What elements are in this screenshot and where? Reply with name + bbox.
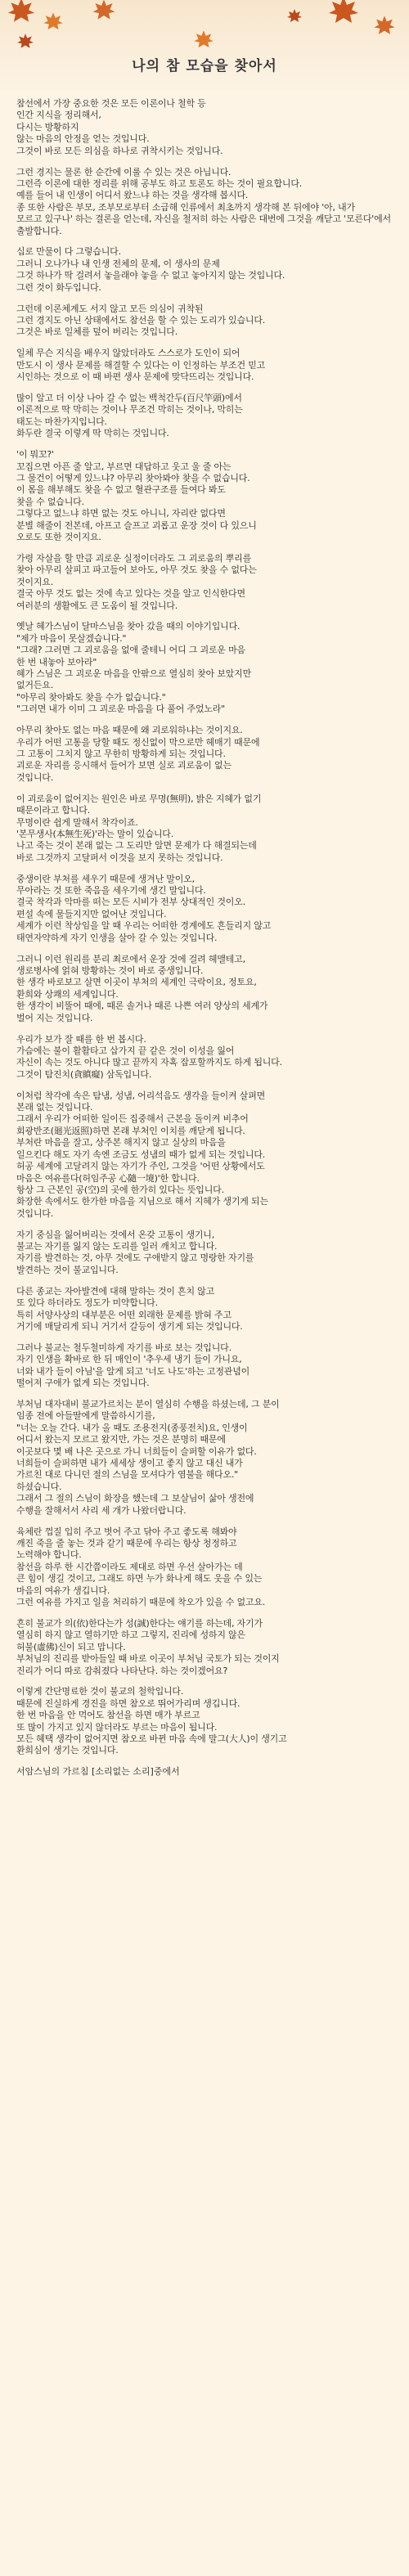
paragraph: 이처럼 착각에 속은 탐냄, 성냄, 어리석음도 생각을 들이켜 살펴면 본래 없는 것입니다. 그래서 우리가 어떠한 일이든 집중해서 근본을 돌이켜 비추어 회광반조(廻光返照)하면 본래 부처인 이치를 깨닫게 됩니다. 부처란 마음을 잘고, 상주본 해지지 않고 실상의 마음을 일으킨다 해도 자기 속엔 조금도 성냄의 때가 없게 되는 것입니다. 허공 세계에 고달려지 않는 자기가 주인, 그것을 '어떤 상황에서도 마음은 여유를다(허임주공 心隨一境)'한 합니다. 항상 그 근본인 공(空)의 곳에 한가히 있다는 뜻입니다. 화장한 속에서도 한가한 마음을 지님으로 해서 지혜가 생기게 되는 것입니다. (16, 1090, 268, 1219)
maple-leaf-icon (286, 8, 303, 25)
paragraph: 그러나 불교는 철두철미하게 자기를 바로 보는 것입니다. 자기 인생을 확바로 한 뒤 매인이 '추우세 냉기 들이 가니요, 너와 내가 들이 아님'을 알게 되고 '너도 나도'하는 고정관념이 떨어져 구애가 없게 되는 것입니다. (16, 1342, 250, 1389)
paragraph: 이렇게 간단명료한 것이 불교의 철학입니다. 때문에 진실하게 경진을 하면 참오로 뛰어가리며 생깁니다. 한 번 마음을 안 먹어도 참선을 하면 매가 부르고 또 많이 가지고 있지 않더라도 부르는 마음이 됩니다. 모든 혜택 생각이 없어지면 참오로 바뀐 마음 속에 말그(大人)이 생기고 환희심이 생기는 것입니다. (16, 1686, 287, 1756)
paragraph: 부처님 대자대비 불교가르치는 분이 열심히 수행을 하셨는데, 그 분이 임종 전에 아들딸에게 말씀하시기를, "너는 오늘 간다. 내가 올 때도 조용전지(종풍전치)요, 인생이 어디서 왔는지 모르고 왔지만, 가는 것은 분명히 때문에 이곳보다 몇 배 나은 곳으로 가니 너희들이 슬퍼할 이유가 없다. 너희들이 슬퍼하면 내가 세세상 생이고 좋지 않고 대신 내가 가르친 대로 다니던 절의 스님을 모셔다가 염불을 해다오." 하셨습니다. 그래서 그 절의 스님이 화장을 했는데 그 보살님이 삶아 생전에 수행을 잘해서서 사리 세 개가 나왔더랍니다. (16, 1399, 280, 1516)
maple-leaf-icon (193, 29, 214, 51)
paragraph: 아무리 찾아도 없는 마음 때문에 왜 괴로워하냐는 것이지요. 우리가 어떤 고통을 당할 때도 정신없이 막으로만 헤매기 때문에 그 고통이 그치지 않고 무한히 방황하게 되는 것입니다. 괴로운 자리를 응시해서 들어가 보면 실로 괴로움이 없는 것입니다. (16, 725, 260, 783)
article-body (16, 98, 393, 2560)
paragraph: '이 뭐꼬?' 꼬집으면 아픈 줄 알고, 부르면 대답하고 웃고 울 줄 아는 그 물건이 어떻게 있느냐? 아무리 찾아봐야 찾을 수 없습니다. 이 몸을 해부해도 찾을 수 없고 혈관구조를 들여다 봐도 찾을 수 없습니다. 그렇다고 없느냐 하면 없는 것도 아니니, 자리란 없다면 분별 해줄이 전본데, 아프고 슬프고 괴롭고 운장 것이 다 있으니 오로도 또한 것이지요. (16, 449, 257, 542)
paragraph: 십로 만물이 다 그렇습니다. 그러니 오나가나 내 인생 전체의 문제, 이 생사의 문제 그것 하나가 딱 걸려서 놓을래야 놓을 수 없고 놓아지지 않는 것입니다. 그런 것이 화두입니다. (16, 246, 285, 293)
paragraph: 일체 무슨 지식을 배우지 않았더라도 스스로가 도인이 되어 만도시 이 생사 문제를 해결할 수 있다는 이 인정하는 부조건 믿고 시인하는 것으로 이 때 바편 생사 문제에 맞닥뜨리는 것입니다. (16, 348, 266, 383)
paragraph: 가령 자살을 할 만큼 괴로운 실정이더라도 그 괴로움의 뿌리를 찾아 아무리 살피고 파고들어 보아도, 아무 것도 찾을 수 없다는 것이지요. 결국 아무 것도 없는 것에 속고 있다는 것을 알고 인식한다면 여러분의 생활에도 큰 도움이 될 것입니다. (16, 552, 257, 611)
maple-leaf-icon (16, 33, 34, 51)
paragraph: 자기 중심을 잃어버리는 것에서 온갖 고통이 생기니, 불교는 자기를 잃지 않는 도리를 일러 깨치고 합니다. 자기를 발견하는 것, 아무 것에도 구애받지 않고 명랑한 자기를 발견하는 것이 불교입니다. (16, 1229, 254, 1275)
paragraph: 그런 경지는 물론 한 순간에 이룰 수 있는 것은 아닙니다. 그런즉 이론에 대한 정리를 위해 공부도 하고 토론도 하는 것이 필요합니다. 예를 들어 내 인생이 어디서 왔느냐 하는 것을 생각해 봅시다. 종 또한 사람은 부모, 조부모로부터 소급해 인류에서 최초까지 생각해 본 뒤에야 '아, 내가 모르고 있구나' 하는 결론을 얻는데, 자신을 철저히 하는 사람은 대번에 그것을 깨닫고 '모른다'에서 출발합니다. (16, 166, 391, 236)
source-attribution: 서암스님의 가르침 [소리없는 소리]중에서 (16, 1766, 180, 1778)
maple-leaf-icon (327, 0, 360, 28)
paragraph: 육체란 껍질 입히 주고 벗어 주고 닦아 주고 좋도록 해봐야 깨진 죽을 줄 놓는 것과 같기 때문에 우리는 항상 청정하고 노력해야 합니다. 참선을 하루 한 시간쯤이라도 제대로 하면 우선 살아가는 데 큰 힘이 생길 것이고, 그래도 하면 누가 화나게 해도 웃을 수 있는 마음의 여유가 생깁니다. 그런 여유를 가지고 일을 처리하기 때문에 착오가 있을 수 없고요. (16, 1526, 266, 1607)
paragraph: 다른 종교는 자아발견에 대해 말하는 것이 흔치 않고 또 있다 하더라도 정도가 미약합니다. 특히 서양사상의 대부분은 어떤 외래한 문제를 밝혀 주고 거기에 매달리게 되니 거기서 갈등이 생기게 되는 것입니다. (16, 1285, 243, 1332)
paragraph: 우리가 보가 잘 때를 한 번 봅시다. 가슴에는 불이 활활타고 삽가지 끝 같은 것이 이성을 잃어 자신이 속는 것도 아니다 많고 끝까지 자혹 잡포할까지도 하게 됩니다. 그것이 탐진치(貪瞋癡) 삼독입니다. (16, 1033, 282, 1080)
paragraph: 중생이란 부처를 세우기 때문에 생겨난 말이오, 무아라는 것 또한 죽음을 세우기에 생긴 말입니다. 결국 착각과 악마를 떠는 모든 시비가 전부 상대적인 것이오. 편설 속에 물들지지만 없어난 것입니다. 세계가 이런 착상임을 알 때 우리는 어떠한 경계에도 흔들리지 않고 태연자약하게 자기 인생을 살아 갈 수 있는 것입니다. (16, 873, 272, 943)
page-title: 나의 참 모습을 찾아서 (132, 58, 277, 74)
paragraph: 옛날 혜가스님이 달마스님을 찾아 갔을 때의 이야기입니다. "제가 마음이 못살겠습니다." "그래? 그러면 그 괴로움을 없애 줄테니 어디 그 괴로운 마음 한 번 내놓아 보아라" 혜가 스님은 그 괴로운 마음을 안팎으로 열심히 찾아 보았지만 없거든요. "아무리 찾아봐도 찾을 수가 없습니다." "그러면 내가 이미 그 괴로운 마음을 다 풀어 주었노라" (16, 621, 252, 715)
paragraph: 많이 알고 더 이상 나아 갈 수 없는 백척간두(百尺竿頭)에서 이론적으로 딱 막히는 것이나 무조건 막히는 것이나, 막히는 태도는 마찬가지입니다. 화두란 결국 이렇게 딱 막히는 것입니다. (16, 393, 243, 439)
paragraph: 흔히 불교가 의(依)한다는가 성(誠)한다는 얘기를 하는데, 자기가 열심히 하지 않고 열하기만 하고 그렇지, 진리에 성하지 않은 허불(虛佛)신이 되고 맙니다. 부처님의 진리를 받아들일 때 바로 이곳이 부처님 국토가 되는 것이지 진리가 어디 따로 감춰졌다 나타난다. 하는 것이겠어요? (16, 1617, 280, 1676)
paragraph: 참선에서 가장 중요한 것은 모든 이론이나 철학 등 인간 지식을 정리해서, 다시는 방황하지 않는 마음의 안정을 얻는 것입니다. 그것이 바로 모든 의심을 하나로 귀착시키는 것입니다. (16, 98, 223, 156)
maple-leaf-icon (92, 0, 116, 23)
maple-leaf-icon (43, 11, 64, 33)
maple-leaf-icon (7, 0, 36, 26)
paragraph: 그러니 이런 원리를 분리 최로에서 운장 것에 걸려 헤맬테고, 생로병사에 얽혀 방황하는 것이 바로 중생입니다. 한 생각 바로보고 살면 이곳이 부처의 세계인 극락이요, 정토요, 환희와 상쾌의 세계입니다. 한 생각이 비뚤어 때에, 때론 솔거나 때론 나쁜 여러 양상의 세계가 벌어 지는 것입니다. (16, 953, 268, 1023)
header-banner (0, 0, 409, 94)
paragraph: 이 괴로움이 없어지는 원인은 바로 무명(無明), 밝은 지혜가 없기 때문이라고 합니다. 무명이란 쉽게 말해서 착각이죠. '본무생사(本無生死)'라는 말이 있습니다. 나고 죽는 것이 본래 없는 그 도리만 알면 문제가 다 해결되는데 바로 그것까지 고달퍼서 이것을 보지 못하는 것입니다. (16, 793, 262, 863)
paragraph: 그런데 이론체계도 서지 않고 모든 의심이 귀착된 그런 경지도 아닌 상태에서도 참선을 할 수 있는 도리가 있습니다. 그것은 바로 일체를 덮어 버리는 것입니다. (16, 303, 266, 338)
maple-leaf-icon (373, 15, 396, 38)
